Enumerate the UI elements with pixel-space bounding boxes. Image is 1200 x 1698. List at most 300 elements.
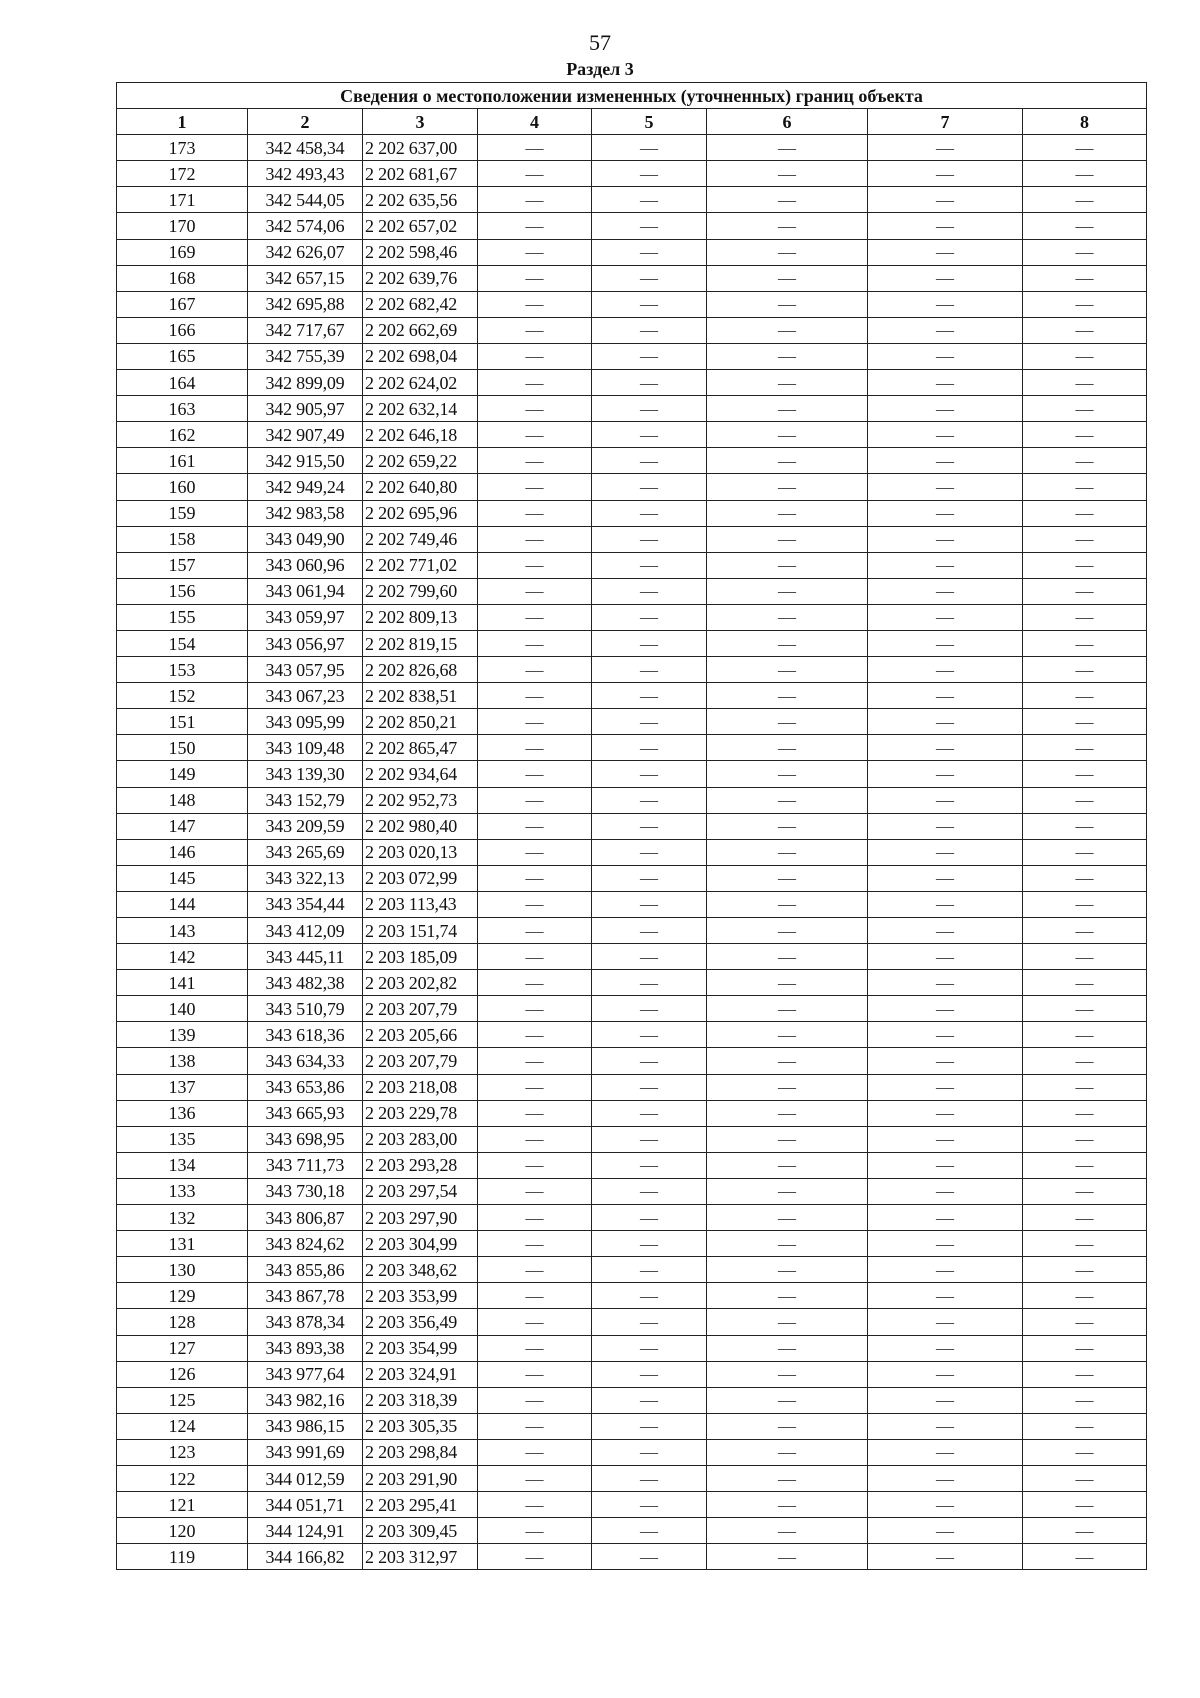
empty-cell-col-4: —: [478, 1100, 592, 1126]
table-row: [117, 474, 1147, 500]
empty-cell-col-8: —: [1023, 1518, 1147, 1544]
table-row: [117, 1309, 1147, 1335]
empty-cell-col-6: —: [707, 813, 868, 839]
empty-cell-col-5: —: [592, 839, 707, 865]
empty-cell-col-7: —: [868, 291, 1023, 317]
coordinate-y: 2 203 218,08: [363, 1074, 478, 1100]
coordinate-x: 344 124,91: [248, 1518, 363, 1544]
empty-cell-col-6: —: [707, 1178, 868, 1204]
coordinate-y: 2 203 354,99: [363, 1335, 478, 1361]
empty-cell-col-6: —: [707, 1518, 868, 1544]
empty-cell-col-4: —: [478, 1152, 592, 1178]
empty-cell-col-8: —: [1023, 1074, 1147, 1100]
empty-cell-col-5: —: [592, 578, 707, 604]
coordinate-y: 2 203 348,62: [363, 1257, 478, 1283]
empty-cell-col-8: —: [1023, 813, 1147, 839]
coordinate-y: 2 203 309,45: [363, 1518, 478, 1544]
coordinate-y: 2 203 356,49: [363, 1309, 478, 1335]
empty-cell-col-7: —: [868, 604, 1023, 630]
coordinate-x: 342 983,58: [248, 500, 363, 526]
table-row: [117, 996, 1147, 1022]
table-row: [117, 343, 1147, 369]
empty-cell-col-8: —: [1023, 422, 1147, 448]
empty-cell-col-6: —: [707, 500, 868, 526]
empty-cell-col-4: —: [478, 735, 592, 761]
point-number: 167: [117, 291, 248, 317]
point-number: 169: [117, 239, 248, 265]
empty-cell-col-5: —: [592, 448, 707, 474]
empty-cell-col-8: —: [1023, 161, 1147, 187]
empty-cell-col-6: —: [707, 1439, 868, 1465]
coordinate-x: 343 209,59: [248, 813, 363, 839]
empty-cell-col-8: —: [1023, 552, 1147, 578]
table-row: [117, 370, 1147, 396]
empty-cell-col-5: —: [592, 1074, 707, 1100]
coordinate-y: 2 203 305,35: [363, 1413, 478, 1439]
point-number: 142: [117, 944, 248, 970]
table-row: [117, 865, 1147, 891]
coordinate-y: 2 202 640,80: [363, 474, 478, 500]
column-number-3: 3: [363, 109, 478, 135]
coordinate-y: 2 202 639,76: [363, 265, 478, 291]
empty-cell-col-8: —: [1023, 370, 1147, 396]
empty-cell-col-5: —: [592, 187, 707, 213]
empty-cell-col-6: —: [707, 1126, 868, 1152]
empty-cell-col-8: —: [1023, 1335, 1147, 1361]
coordinate-x: 343 445,11: [248, 944, 363, 970]
coordinate-x: 344 012,59: [248, 1465, 363, 1491]
coordinate-x: 342 657,15: [248, 265, 363, 291]
empty-cell-col-6: —: [707, 1283, 868, 1309]
empty-cell-col-6: —: [707, 239, 868, 265]
column-number-5: 5: [592, 109, 707, 135]
coordinate-x: 343 139,30: [248, 761, 363, 787]
coordinate-x: 343 060,96: [248, 552, 363, 578]
coordinate-x: 343 991,69: [248, 1439, 363, 1465]
table-row: [117, 918, 1147, 944]
empty-cell-col-4: —: [478, 1387, 592, 1413]
empty-cell-col-4: —: [478, 1048, 592, 1074]
table-row: [117, 578, 1147, 604]
coordinate-x: 342 626,07: [248, 239, 363, 265]
empty-cell-col-7: —: [868, 1178, 1023, 1204]
column-number-2: 2: [248, 109, 363, 135]
point-number: 171: [117, 187, 248, 213]
empty-cell-col-5: —: [592, 865, 707, 891]
table-row: [117, 291, 1147, 317]
coordinate-y: 2 202 624,02: [363, 370, 478, 396]
point-number: 140: [117, 996, 248, 1022]
empty-cell-col-8: —: [1023, 1413, 1147, 1439]
coordinate-y: 2 202 659,22: [363, 448, 478, 474]
empty-cell-col-7: —: [868, 735, 1023, 761]
coordinate-y: 2 203 185,09: [363, 944, 478, 970]
coordinate-x: 343 482,38: [248, 970, 363, 996]
coordinate-x: 343 878,34: [248, 1309, 363, 1335]
column-number-1: 1: [117, 109, 248, 135]
table-row: [117, 1439, 1147, 1465]
table-row: [117, 422, 1147, 448]
empty-cell-col-7: —: [868, 1309, 1023, 1335]
empty-cell-col-5: —: [592, 787, 707, 813]
empty-cell-col-4: —: [478, 891, 592, 917]
coordinate-y: 2 202 838,51: [363, 683, 478, 709]
empty-cell-col-7: —: [868, 761, 1023, 787]
empty-cell-col-4: —: [478, 1022, 592, 1048]
empty-cell-col-5: —: [592, 396, 707, 422]
coordinate-y: 2 202 657,02: [363, 213, 478, 239]
empty-cell-col-6: —: [707, 970, 868, 996]
table-row: [117, 1283, 1147, 1309]
empty-cell-col-4: —: [478, 1544, 592, 1570]
empty-cell-col-4: —: [478, 657, 592, 683]
empty-cell-col-7: —: [868, 1518, 1023, 1544]
empty-cell-col-6: —: [707, 1100, 868, 1126]
coordinate-y: 2 202 698,04: [363, 343, 478, 369]
empty-cell-col-5: —: [592, 1205, 707, 1231]
empty-cell-col-8: —: [1023, 683, 1147, 709]
coordinate-y: 2 203 202,82: [363, 970, 478, 996]
table-row: [117, 1335, 1147, 1361]
point-number: 150: [117, 735, 248, 761]
point-number: 119: [117, 1544, 248, 1570]
coordinate-x: 342 907,49: [248, 422, 363, 448]
empty-cell-col-5: —: [592, 630, 707, 656]
empty-cell-col-7: —: [868, 474, 1023, 500]
empty-cell-col-4: —: [478, 343, 592, 369]
empty-cell-col-7: —: [868, 239, 1023, 265]
empty-cell-col-5: —: [592, 317, 707, 343]
empty-cell-col-7: —: [868, 1048, 1023, 1074]
empty-cell-col-4: —: [478, 944, 592, 970]
empty-cell-col-8: —: [1023, 944, 1147, 970]
empty-cell-col-8: —: [1023, 1439, 1147, 1465]
empty-cell-col-4: —: [478, 813, 592, 839]
empty-cell-col-5: —: [592, 1361, 707, 1387]
coordinate-y: 2 203 113,43: [363, 891, 478, 917]
empty-cell-col-7: —: [868, 813, 1023, 839]
coordinate-x: 343 698,95: [248, 1126, 363, 1152]
empty-cell-col-5: —: [592, 265, 707, 291]
table-row: [117, 604, 1147, 630]
empty-cell-col-7: —: [868, 1387, 1023, 1413]
point-number: 131: [117, 1231, 248, 1257]
empty-cell-col-6: —: [707, 1205, 868, 1231]
column-number-8: 8: [1023, 109, 1147, 135]
empty-cell-col-6: —: [707, 735, 868, 761]
empty-cell-col-5: —: [592, 291, 707, 317]
empty-cell-col-5: —: [592, 1152, 707, 1178]
table-row: [117, 839, 1147, 865]
coordinate-x: 343 056,97: [248, 630, 363, 656]
empty-cell-col-8: —: [1023, 735, 1147, 761]
empty-cell-col-6: —: [707, 996, 868, 1022]
table-row: [117, 1074, 1147, 1100]
coordinate-x: 343 893,38: [248, 1335, 363, 1361]
table-row: [117, 944, 1147, 970]
empty-cell-col-5: —: [592, 1413, 707, 1439]
empty-cell-col-7: —: [868, 996, 1023, 1022]
empty-cell-col-8: —: [1023, 1387, 1147, 1413]
empty-cell-col-4: —: [478, 1335, 592, 1361]
empty-cell-col-7: —: [868, 1231, 1023, 1257]
empty-cell-col-6: —: [707, 787, 868, 813]
table-row: [117, 1048, 1147, 1074]
empty-cell-col-8: —: [1023, 187, 1147, 213]
point-number: 154: [117, 630, 248, 656]
table-row: [117, 317, 1147, 343]
empty-cell-col-5: —: [592, 1492, 707, 1518]
coordinate-y: 2 202 681,67: [363, 161, 478, 187]
empty-cell-col-6: —: [707, 1413, 868, 1439]
empty-cell-col-7: —: [868, 683, 1023, 709]
table-row: [117, 1544, 1147, 1570]
coordinate-x: 343 152,79: [248, 787, 363, 813]
table-caption: Сведения о местоположении измененных (уточненных) границ объекта: [117, 83, 1147, 109]
empty-cell-col-8: —: [1023, 448, 1147, 474]
table-row: [117, 657, 1147, 683]
coordinate-x: 343 109,48: [248, 735, 363, 761]
coordinate-y: 2 203 318,39: [363, 1387, 478, 1413]
empty-cell-col-4: —: [478, 1465, 592, 1491]
empty-cell-col-8: —: [1023, 1309, 1147, 1335]
empty-cell-col-7: —: [868, 657, 1023, 683]
empty-cell-col-4: —: [478, 265, 592, 291]
coordinate-y: 2 203 207,79: [363, 1048, 478, 1074]
empty-cell-col-8: —: [1023, 865, 1147, 891]
point-number: 126: [117, 1361, 248, 1387]
empty-cell-col-4: —: [478, 1126, 592, 1152]
empty-cell-col-5: —: [592, 343, 707, 369]
empty-cell-col-8: —: [1023, 578, 1147, 604]
coordinate-y: 2 203 295,41: [363, 1492, 478, 1518]
coordinate-x: 342 915,50: [248, 448, 363, 474]
point-number: 129: [117, 1283, 248, 1309]
point-number: 148: [117, 787, 248, 813]
empty-cell-col-6: —: [707, 291, 868, 317]
table-row: [117, 1152, 1147, 1178]
empty-cell-col-4: —: [478, 526, 592, 552]
coordinate-x: 343 711,73: [248, 1152, 363, 1178]
empty-cell-col-6: —: [707, 161, 868, 187]
coordinate-x: 343 510,79: [248, 996, 363, 1022]
empty-cell-col-4: —: [478, 578, 592, 604]
empty-cell-col-7: —: [868, 1413, 1023, 1439]
empty-cell-col-8: —: [1023, 787, 1147, 813]
empty-cell-col-7: —: [868, 422, 1023, 448]
empty-cell-col-7: —: [868, 161, 1023, 187]
empty-cell-col-8: —: [1023, 1544, 1147, 1570]
empty-cell-col-5: —: [592, 500, 707, 526]
empty-cell-col-6: —: [707, 1022, 868, 1048]
empty-cell-col-5: —: [592, 474, 707, 500]
point-number: 160: [117, 474, 248, 500]
coordinate-y: 2 202 934,64: [363, 761, 478, 787]
empty-cell-col-4: —: [478, 396, 592, 422]
table-row: [117, 1257, 1147, 1283]
coordinate-x: 343 855,86: [248, 1257, 363, 1283]
coordinate-y: 2 202 632,14: [363, 396, 478, 422]
empty-cell-col-7: —: [868, 578, 1023, 604]
point-number: 152: [117, 683, 248, 709]
empty-cell-col-5: —: [592, 1022, 707, 1048]
empty-cell-col-8: —: [1023, 1022, 1147, 1048]
empty-cell-col-6: —: [707, 839, 868, 865]
empty-cell-col-5: —: [592, 709, 707, 735]
table-row: [117, 448, 1147, 474]
empty-cell-col-6: —: [707, 891, 868, 917]
coordinate-x: 343 634,33: [248, 1048, 363, 1074]
coordinate-x: 343 354,44: [248, 891, 363, 917]
empty-cell-col-4: —: [478, 187, 592, 213]
empty-cell-col-8: —: [1023, 1178, 1147, 1204]
empty-cell-col-5: —: [592, 761, 707, 787]
table-row: [117, 1205, 1147, 1231]
empty-cell-col-6: —: [707, 265, 868, 291]
empty-cell-col-4: —: [478, 709, 592, 735]
empty-cell-col-8: —: [1023, 239, 1147, 265]
point-number: 145: [117, 865, 248, 891]
coordinate-x: 343 806,87: [248, 1205, 363, 1231]
empty-cell-col-6: —: [707, 1492, 868, 1518]
empty-cell-col-6: —: [707, 1465, 868, 1491]
coordinate-y: 2 203 297,90: [363, 1205, 478, 1231]
coordinate-x: 343 067,23: [248, 683, 363, 709]
empty-cell-col-5: —: [592, 526, 707, 552]
empty-cell-col-8: —: [1023, 265, 1147, 291]
table-row: [117, 970, 1147, 996]
empty-cell-col-8: —: [1023, 1465, 1147, 1491]
coordinate-x: 344 166,82: [248, 1544, 363, 1570]
coordinate-x: 343 982,16: [248, 1387, 363, 1413]
coordinate-y: 2 203 283,00: [363, 1126, 478, 1152]
empty-cell-col-7: —: [868, 265, 1023, 291]
empty-cell-col-6: —: [707, 448, 868, 474]
point-number: 158: [117, 526, 248, 552]
coordinate-x: 342 717,67: [248, 317, 363, 343]
empty-cell-col-7: —: [868, 944, 1023, 970]
coordinate-x: 343 618,36: [248, 1022, 363, 1048]
empty-cell-col-7: —: [868, 1205, 1023, 1231]
empty-cell-col-7: —: [868, 1361, 1023, 1387]
empty-cell-col-5: —: [592, 422, 707, 448]
empty-cell-col-7: —: [868, 970, 1023, 996]
coordinate-y: 2 202 980,40: [363, 813, 478, 839]
column-number-row: [117, 109, 1147, 135]
point-number: 133: [117, 1178, 248, 1204]
empty-cell-col-7: —: [868, 1492, 1023, 1518]
empty-cell-col-5: —: [592, 891, 707, 917]
coordinate-x: 343 986,15: [248, 1413, 363, 1439]
coordinate-x: 343 412,09: [248, 918, 363, 944]
point-number: 132: [117, 1205, 248, 1231]
coordinate-y: 2 203 304,99: [363, 1231, 478, 1257]
empty-cell-col-5: —: [592, 161, 707, 187]
empty-cell-col-6: —: [707, 761, 868, 787]
coordinate-y: 2 202 646,18: [363, 422, 478, 448]
table-row: [117, 761, 1147, 787]
empty-cell-col-7: —: [868, 1022, 1023, 1048]
coordinate-x: 342 458,34: [248, 135, 363, 161]
empty-cell-col-6: —: [707, 918, 868, 944]
empty-cell-col-7: —: [868, 370, 1023, 396]
point-number: 138: [117, 1048, 248, 1074]
empty-cell-col-5: —: [592, 213, 707, 239]
table-row: [117, 1413, 1147, 1439]
coordinate-y: 2 202 850,21: [363, 709, 478, 735]
empty-cell-col-4: —: [478, 1283, 592, 1309]
empty-cell-col-8: —: [1023, 657, 1147, 683]
table-row: [117, 1231, 1147, 1257]
point-number: 144: [117, 891, 248, 917]
empty-cell-col-8: —: [1023, 1126, 1147, 1152]
empty-cell-col-6: —: [707, 1361, 868, 1387]
coordinate-x: 343 653,86: [248, 1074, 363, 1100]
empty-cell-col-5: —: [592, 1544, 707, 1570]
empty-cell-col-6: —: [707, 1544, 868, 1570]
empty-cell-col-4: —: [478, 761, 592, 787]
column-number-6: 6: [707, 109, 868, 135]
empty-cell-col-6: —: [707, 552, 868, 578]
point-number: 162: [117, 422, 248, 448]
empty-cell-col-4: —: [478, 474, 592, 500]
coordinate-x: 342 493,43: [248, 161, 363, 187]
empty-cell-col-8: —: [1023, 1492, 1147, 1518]
empty-cell-col-5: —: [592, 944, 707, 970]
point-number: 141: [117, 970, 248, 996]
table-row: [117, 135, 1147, 161]
empty-cell-col-7: —: [868, 787, 1023, 813]
table-row: [117, 500, 1147, 526]
empty-cell-col-4: —: [478, 1361, 592, 1387]
point-number: 166: [117, 317, 248, 343]
point-number: 156: [117, 578, 248, 604]
table-row: [117, 526, 1147, 552]
empty-cell-col-5: —: [592, 996, 707, 1022]
empty-cell-col-4: —: [478, 630, 592, 656]
coordinate-y: 2 203 353,99: [363, 1283, 478, 1309]
coordinate-x: 343 059,97: [248, 604, 363, 630]
empty-cell-col-6: —: [707, 944, 868, 970]
empty-cell-col-6: —: [707, 1257, 868, 1283]
empty-cell-col-4: —: [478, 996, 592, 1022]
empty-cell-col-4: —: [478, 1257, 592, 1283]
empty-cell-col-4: —: [478, 1231, 592, 1257]
empty-cell-col-7: —: [868, 865, 1023, 891]
point-number: 124: [117, 1413, 248, 1439]
coordinate-y: 2 203 072,99: [363, 865, 478, 891]
coordinate-y: 2 203 312,97: [363, 1544, 478, 1570]
empty-cell-col-6: —: [707, 1387, 868, 1413]
empty-cell-col-7: —: [868, 918, 1023, 944]
coordinate-y: 2 202 771,02: [363, 552, 478, 578]
table-row: [117, 1518, 1147, 1544]
coordinate-y: 2 202 637,00: [363, 135, 478, 161]
empty-cell-col-5: —: [592, 1257, 707, 1283]
coordinate-y: 2 203 020,13: [363, 839, 478, 865]
coordinate-y: 2 202 598,46: [363, 239, 478, 265]
empty-cell-col-5: —: [592, 1465, 707, 1491]
empty-cell-col-5: —: [592, 1283, 707, 1309]
coordinate-x: 343 057,95: [248, 657, 363, 683]
empty-cell-col-5: —: [592, 135, 707, 161]
coordinate-y: 2 203 298,84: [363, 1439, 478, 1465]
empty-cell-col-6: —: [707, 135, 868, 161]
empty-cell-col-7: —: [868, 343, 1023, 369]
empty-cell-col-6: —: [707, 474, 868, 500]
table-row: [117, 1361, 1147, 1387]
point-number: 137: [117, 1074, 248, 1100]
